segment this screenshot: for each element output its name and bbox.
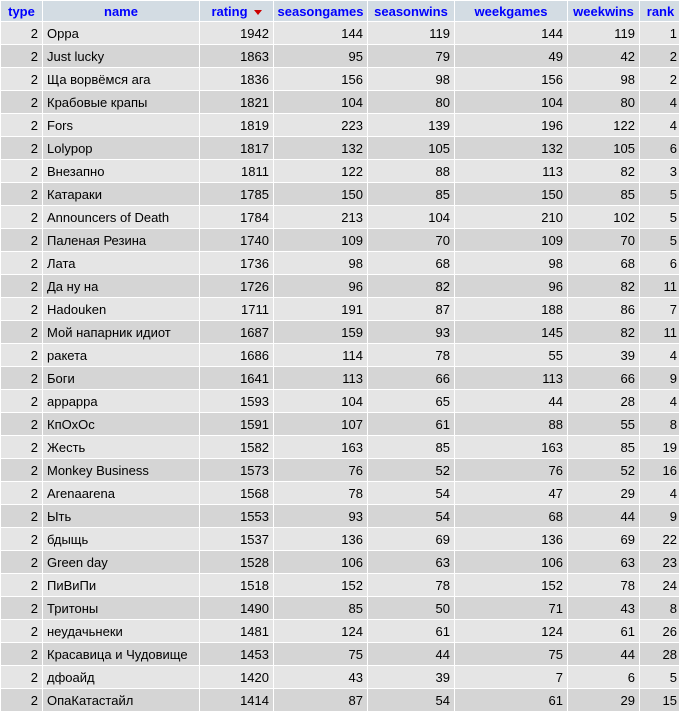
- cell-weekwins: 119: [568, 22, 639, 44]
- cell-weekwins: 98: [568, 68, 639, 90]
- cell-weekwins: 78: [568, 574, 639, 596]
- column-header-label: name: [104, 3, 138, 19]
- table-row[interactable]: [1, 275, 679, 297]
- table-row[interactable]: [1, 160, 679, 182]
- cell-seasonwins: 52: [368, 459, 454, 481]
- cell-type: 2: [1, 528, 42, 550]
- table-row[interactable]: [1, 298, 679, 320]
- column-header-weekgames[interactable]: [455, 1, 567, 21]
- cell-rating: 1811: [200, 160, 273, 182]
- column-header-rank[interactable]: [640, 1, 679, 21]
- cell-seasongames: 85: [274, 597, 367, 619]
- cell-seasongames: 95: [274, 45, 367, 67]
- cell-weekwins: 86: [568, 298, 639, 320]
- cell-type: 2: [1, 344, 42, 366]
- cell-rank: 2: [640, 68, 679, 90]
- cell-weekwins: 28: [568, 390, 639, 412]
- column-header-label: seasonwins: [374, 3, 448, 19]
- cell-weekwins: 39: [568, 344, 639, 366]
- cell-name: Monkey Business: [43, 459, 199, 481]
- table-row[interactable]: [1, 643, 679, 665]
- cell-rank: 24: [640, 574, 679, 596]
- cell-type: 2: [1, 252, 42, 274]
- cell-rating: 1641: [200, 367, 273, 389]
- cell-type: 2: [1, 666, 42, 688]
- cell-rating: 1726: [200, 275, 273, 297]
- cell-seasongames: 104: [274, 390, 367, 412]
- cell-type: 2: [1, 68, 42, 90]
- cell-name: дфоайд: [43, 666, 199, 688]
- cell-weekwins: 68: [568, 252, 639, 274]
- cell-seasonwins: 39: [368, 666, 454, 688]
- cell-rating: 1537: [200, 528, 273, 550]
- cell-name: бдыщь: [43, 528, 199, 550]
- column-header-rating[interactable]: [200, 1, 273, 21]
- cell-seasongames: 113: [274, 367, 367, 389]
- cell-type: 2: [1, 643, 42, 665]
- column-header-seasonwins[interactable]: [368, 1, 454, 21]
- cell-name: Fors: [43, 114, 199, 136]
- cell-seasongames: 87: [274, 689, 367, 711]
- cell-name: Катараки: [43, 183, 199, 205]
- cell-name: Внезапно: [43, 160, 199, 182]
- cell-rank: 9: [640, 367, 679, 389]
- column-header-label: rating: [211, 3, 248, 19]
- cell-seasonwins: 79: [368, 45, 454, 67]
- cell-rank: 2: [640, 45, 679, 67]
- cell-type: 2: [1, 275, 42, 297]
- cell-name: арpapра: [43, 390, 199, 412]
- cell-name: Oppa: [43, 22, 199, 44]
- cell-seasonwins: 88: [368, 160, 454, 182]
- cell-type: 2: [1, 689, 42, 711]
- cell-seasongames: 213: [274, 206, 367, 228]
- cell-weekgames: 55: [455, 344, 567, 366]
- cell-weekgames: 163: [455, 436, 567, 458]
- cell-rank: 7: [640, 298, 679, 320]
- cell-seasongames: 152: [274, 574, 367, 596]
- cell-weekwins: 63: [568, 551, 639, 573]
- cell-seasonwins: 63: [368, 551, 454, 573]
- cell-rating: 1784: [200, 206, 273, 228]
- cell-seasonwins: 68: [368, 252, 454, 274]
- cell-rank: 1: [640, 22, 679, 44]
- cell-seasongames: 144: [274, 22, 367, 44]
- cell-rating: 1785: [200, 183, 273, 205]
- cell-rank: 15: [640, 689, 679, 711]
- cell-name: Hadouken: [43, 298, 199, 320]
- cell-weekgames: 132: [455, 137, 567, 159]
- cell-type: 2: [1, 574, 42, 596]
- cell-weekwins: 102: [568, 206, 639, 228]
- table-row[interactable]: [1, 666, 679, 688]
- cell-name: Крабовые крапы: [43, 91, 199, 113]
- table-row[interactable]: [1, 459, 679, 481]
- cell-name: неудачьнеки: [43, 620, 199, 642]
- cell-weekgames: 152: [455, 574, 567, 596]
- cell-type: 2: [1, 183, 42, 205]
- cell-weekgames: 188: [455, 298, 567, 320]
- table-row[interactable]: [1, 528, 679, 550]
- cell-seasongames: 223: [274, 114, 367, 136]
- cell-seasonwins: 44: [368, 643, 454, 665]
- table-row[interactable]: [1, 114, 679, 136]
- cell-seasonwins: 78: [368, 344, 454, 366]
- cell-rank: 4: [640, 114, 679, 136]
- cell-seasonwins: 69: [368, 528, 454, 550]
- cell-type: 2: [1, 459, 42, 481]
- cell-type: 2: [1, 505, 42, 527]
- table-body: [1, 22, 679, 711]
- cell-name: Arenaarena: [43, 482, 199, 504]
- cell-seasongames: 104: [274, 91, 367, 113]
- cell-name: Lolypop: [43, 137, 199, 159]
- cell-seasonwins: 50: [368, 597, 454, 619]
- cell-name: Паленая Резина: [43, 229, 199, 251]
- cell-type: 2: [1, 482, 42, 504]
- table-row[interactable]: [1, 229, 679, 251]
- cell-type: 2: [1, 114, 42, 136]
- cell-weekgames: 96: [455, 275, 567, 297]
- cell-seasongames: 150: [274, 183, 367, 205]
- cell-seasonwins: 54: [368, 482, 454, 504]
- cell-rank: 11: [640, 321, 679, 343]
- cell-rank: 4: [640, 482, 679, 504]
- cell-rank: 5: [640, 183, 679, 205]
- table-row[interactable]: [1, 206, 679, 228]
- table-row[interactable]: [1, 390, 679, 412]
- cell-weekwins: 52: [568, 459, 639, 481]
- cell-type: 2: [1, 137, 42, 159]
- table-row[interactable]: [1, 597, 679, 619]
- cell-rank: 6: [640, 137, 679, 159]
- cell-type: 2: [1, 206, 42, 228]
- cell-type: 2: [1, 45, 42, 67]
- cell-weekgames: 196: [455, 114, 567, 136]
- cell-rank: 16: [640, 459, 679, 481]
- cell-weekgames: 68: [455, 505, 567, 527]
- column-header-label: weekgames: [474, 3, 548, 19]
- cell-weekgames: 156: [455, 68, 567, 90]
- column-header-label: type: [8, 3, 35, 19]
- cell-seasonwins: 87: [368, 298, 454, 320]
- cell-weekgames: 113: [455, 160, 567, 182]
- cell-weekwins: 105: [568, 137, 639, 159]
- cell-type: 2: [1, 597, 42, 619]
- cell-rank: 4: [640, 390, 679, 412]
- table-row[interactable]: [1, 45, 679, 67]
- cell-type: 2: [1, 436, 42, 458]
- cell-name: Боги: [43, 367, 199, 389]
- cell-rank: 28: [640, 643, 679, 665]
- cell-seasonwins: 70: [368, 229, 454, 251]
- cell-weekwins: 85: [568, 436, 639, 458]
- table-row[interactable]: [1, 551, 679, 573]
- cell-seasonwins: 54: [368, 689, 454, 711]
- cell-rank: 4: [640, 91, 679, 113]
- cell-weekgames: 136: [455, 528, 567, 550]
- cell-rank: 6: [640, 252, 679, 274]
- cell-weekwins: 43: [568, 597, 639, 619]
- cell-weekwins: 70: [568, 229, 639, 251]
- cell-seasonwins: 78: [368, 574, 454, 596]
- table-row[interactable]: [1, 22, 679, 44]
- cell-name: Красавица и Чудовище: [43, 643, 199, 665]
- cell-rating: 1711: [200, 298, 273, 320]
- cell-weekwins: 44: [568, 643, 639, 665]
- cell-weekgames: 144: [455, 22, 567, 44]
- cell-seasongames: 191: [274, 298, 367, 320]
- cell-rating: 1414: [200, 689, 273, 711]
- cell-name: Ыть: [43, 505, 199, 527]
- cell-seasonwins: 139: [368, 114, 454, 136]
- cell-seasonwins: 54: [368, 505, 454, 527]
- cell-seasonwins: 104: [368, 206, 454, 228]
- cell-weekgames: 71: [455, 597, 567, 619]
- column-header-weekwins[interactable]: [568, 1, 639, 21]
- cell-seasongames: 93: [274, 505, 367, 527]
- cell-rank: 22: [640, 528, 679, 550]
- cell-weekwins: 29: [568, 482, 639, 504]
- cell-seasonwins: 66: [368, 367, 454, 389]
- cell-weekwins: 29: [568, 689, 639, 711]
- cell-name: ракета: [43, 344, 199, 366]
- column-header-label: rank: [646, 3, 675, 19]
- cell-rating: 1942: [200, 22, 273, 44]
- cell-seasongames: 106: [274, 551, 367, 573]
- cell-rating: 1821: [200, 91, 273, 113]
- table-row[interactable]: [1, 413, 679, 435]
- cell-weekwins: 85: [568, 183, 639, 205]
- column-header-label: weekwins: [573, 3, 634, 19]
- cell-rating: 1420: [200, 666, 273, 688]
- cell-seasonwins: 85: [368, 436, 454, 458]
- cell-seasonwins: 61: [368, 620, 454, 642]
- cell-weekgames: 76: [455, 459, 567, 481]
- table-row[interactable]: [1, 68, 679, 90]
- cell-weekgames: 104: [455, 91, 567, 113]
- cell-weekgames: 75: [455, 643, 567, 665]
- cell-seasonwins: 80: [368, 91, 454, 113]
- table-row[interactable]: [1, 344, 679, 366]
- cell-seasonwins: 65: [368, 390, 454, 412]
- cell-rating: 1528: [200, 551, 273, 573]
- cell-name: Мой напарник идиот: [43, 321, 199, 343]
- column-header-seasongames[interactable]: [274, 1, 367, 21]
- cell-rating: 1836: [200, 68, 273, 90]
- cell-rank: 5: [640, 229, 679, 251]
- cell-rank: 3: [640, 160, 679, 182]
- cell-seasongames: 76: [274, 459, 367, 481]
- cell-rank: 23: [640, 551, 679, 573]
- cell-name: Лата: [43, 252, 199, 274]
- column-header-type[interactable]: [1, 1, 42, 21]
- cell-weekgames: 109: [455, 229, 567, 251]
- cell-weekgames: 61: [455, 689, 567, 711]
- cell-seasonwins: 61: [368, 413, 454, 435]
- cell-weekgames: 88: [455, 413, 567, 435]
- cell-name: ОпаКатастайл: [43, 689, 199, 711]
- cell-seasongames: 78: [274, 482, 367, 504]
- table-row[interactable]: [1, 91, 679, 113]
- cell-seasongames: 43: [274, 666, 367, 688]
- cell-weekgames: 98: [455, 252, 567, 274]
- cell-type: 2: [1, 160, 42, 182]
- cell-weekwins: 6: [568, 666, 639, 688]
- cell-type: 2: [1, 22, 42, 44]
- cell-rank: 8: [640, 413, 679, 435]
- cell-weekwins: 82: [568, 160, 639, 182]
- cell-seasongames: 114: [274, 344, 367, 366]
- cell-type: 2: [1, 91, 42, 113]
- cell-weekgames: 7: [455, 666, 567, 688]
- cell-seasongames: 75: [274, 643, 367, 665]
- cell-seasongames: 132: [274, 137, 367, 159]
- cell-weekwins: 55: [568, 413, 639, 435]
- column-header-label: seasongames: [277, 3, 364, 19]
- table-row[interactable]: [1, 137, 679, 159]
- cell-seasonwins: 105: [368, 137, 454, 159]
- table-row[interactable]: [1, 620, 679, 642]
- cell-rating: 1593: [200, 390, 273, 412]
- cell-name: Just lucky: [43, 45, 199, 67]
- cell-rank: 4: [640, 344, 679, 366]
- table-row[interactable]: [1, 252, 679, 274]
- cell-name: Жесть: [43, 436, 199, 458]
- sort-desc-arrow-icon[interactable]: [254, 10, 262, 15]
- cell-name: Ща ворвёмся ага: [43, 68, 199, 90]
- cell-rating: 1553: [200, 505, 273, 527]
- cell-seasonwins: 85: [368, 183, 454, 205]
- cell-rank: 5: [640, 666, 679, 688]
- table-row[interactable]: [1, 321, 679, 343]
- cell-seasongames: 107: [274, 413, 367, 435]
- cell-weekwins: 66: [568, 367, 639, 389]
- cell-type: 2: [1, 551, 42, 573]
- table-row[interactable]: [1, 183, 679, 205]
- cell-rating: 1481: [200, 620, 273, 642]
- header-row: [1, 1, 679, 21]
- cell-seasongames: 159: [274, 321, 367, 343]
- cell-weekgames: 145: [455, 321, 567, 343]
- cell-seasongames: 136: [274, 528, 367, 550]
- cell-rating: 1736: [200, 252, 273, 274]
- cell-type: 2: [1, 367, 42, 389]
- cell-name: Тритоны: [43, 597, 199, 619]
- cell-weekwins: 122: [568, 114, 639, 136]
- cell-type: 2: [1, 413, 42, 435]
- cell-weekwins: 44: [568, 505, 639, 527]
- cell-rating: 1573: [200, 459, 273, 481]
- cell-type: 2: [1, 620, 42, 642]
- cell-rating: 1453: [200, 643, 273, 665]
- cell-weekgames: 150: [455, 183, 567, 205]
- cell-rank: 8: [640, 597, 679, 619]
- cell-weekgames: 106: [455, 551, 567, 573]
- cell-rating: 1591: [200, 413, 273, 435]
- cell-seasongames: 96: [274, 275, 367, 297]
- table-row[interactable]: [1, 436, 679, 458]
- cell-rank: 26: [640, 620, 679, 642]
- cell-rating: 1687: [200, 321, 273, 343]
- cell-name: ПиВиПи: [43, 574, 199, 596]
- cell-rating: 1490: [200, 597, 273, 619]
- cell-weekgames: 49: [455, 45, 567, 67]
- cell-rating: 1819: [200, 114, 273, 136]
- cell-weekwins: 69: [568, 528, 639, 550]
- cell-weekwins: 82: [568, 275, 639, 297]
- cell-seasongames: 124: [274, 620, 367, 642]
- table-row[interactable]: [1, 505, 679, 527]
- cell-rank: 5: [640, 206, 679, 228]
- cell-seasonwins: 98: [368, 68, 454, 90]
- cell-rank: 11: [640, 275, 679, 297]
- cell-seasongames: 109: [274, 229, 367, 251]
- cell-weekgames: 210: [455, 206, 567, 228]
- table-row[interactable]: [1, 482, 679, 504]
- cell-weekgames: 44: [455, 390, 567, 412]
- cell-seasonwins: 82: [368, 275, 454, 297]
- cell-rating: 1518: [200, 574, 273, 596]
- cell-seasongames: 98: [274, 252, 367, 274]
- cell-rating: 1817: [200, 137, 273, 159]
- cell-rating: 1582: [200, 436, 273, 458]
- cell-rank: 19: [640, 436, 679, 458]
- cell-type: 2: [1, 298, 42, 320]
- cell-name: Да ну на: [43, 275, 199, 297]
- cell-weekwins: 80: [568, 91, 639, 113]
- cell-weekgames: 124: [455, 620, 567, 642]
- cell-rating: 1568: [200, 482, 273, 504]
- cell-weekgames: 47: [455, 482, 567, 504]
- cell-weekwins: 61: [568, 620, 639, 642]
- column-header-name[interactable]: [43, 1, 199, 21]
- cell-name: Announcers of Death: [43, 206, 199, 228]
- cell-seasongames: 156: [274, 68, 367, 90]
- table-row[interactable]: [1, 689, 679, 711]
- cell-name: Green day: [43, 551, 199, 573]
- cell-weekwins: 42: [568, 45, 639, 67]
- cell-rank: 9: [640, 505, 679, 527]
- cell-weekgames: 113: [455, 367, 567, 389]
- cell-seasonwins: 119: [368, 22, 454, 44]
- table-row[interactable]: [1, 574, 679, 596]
- cell-type: 2: [1, 390, 42, 412]
- cell-rating: 1686: [200, 344, 273, 366]
- cell-name: КпОхОс: [43, 413, 199, 435]
- cell-seasongames: 163: [274, 436, 367, 458]
- cell-seasongames: 122: [274, 160, 367, 182]
- cell-rating: 1863: [200, 45, 273, 67]
- cell-type: 2: [1, 321, 42, 343]
- cell-seasonwins: 93: [368, 321, 454, 343]
- table-row[interactable]: [1, 367, 679, 389]
- cell-rating: 1740: [200, 229, 273, 251]
- cell-weekwins: 82: [568, 321, 639, 343]
- cell-type: 2: [1, 229, 42, 251]
